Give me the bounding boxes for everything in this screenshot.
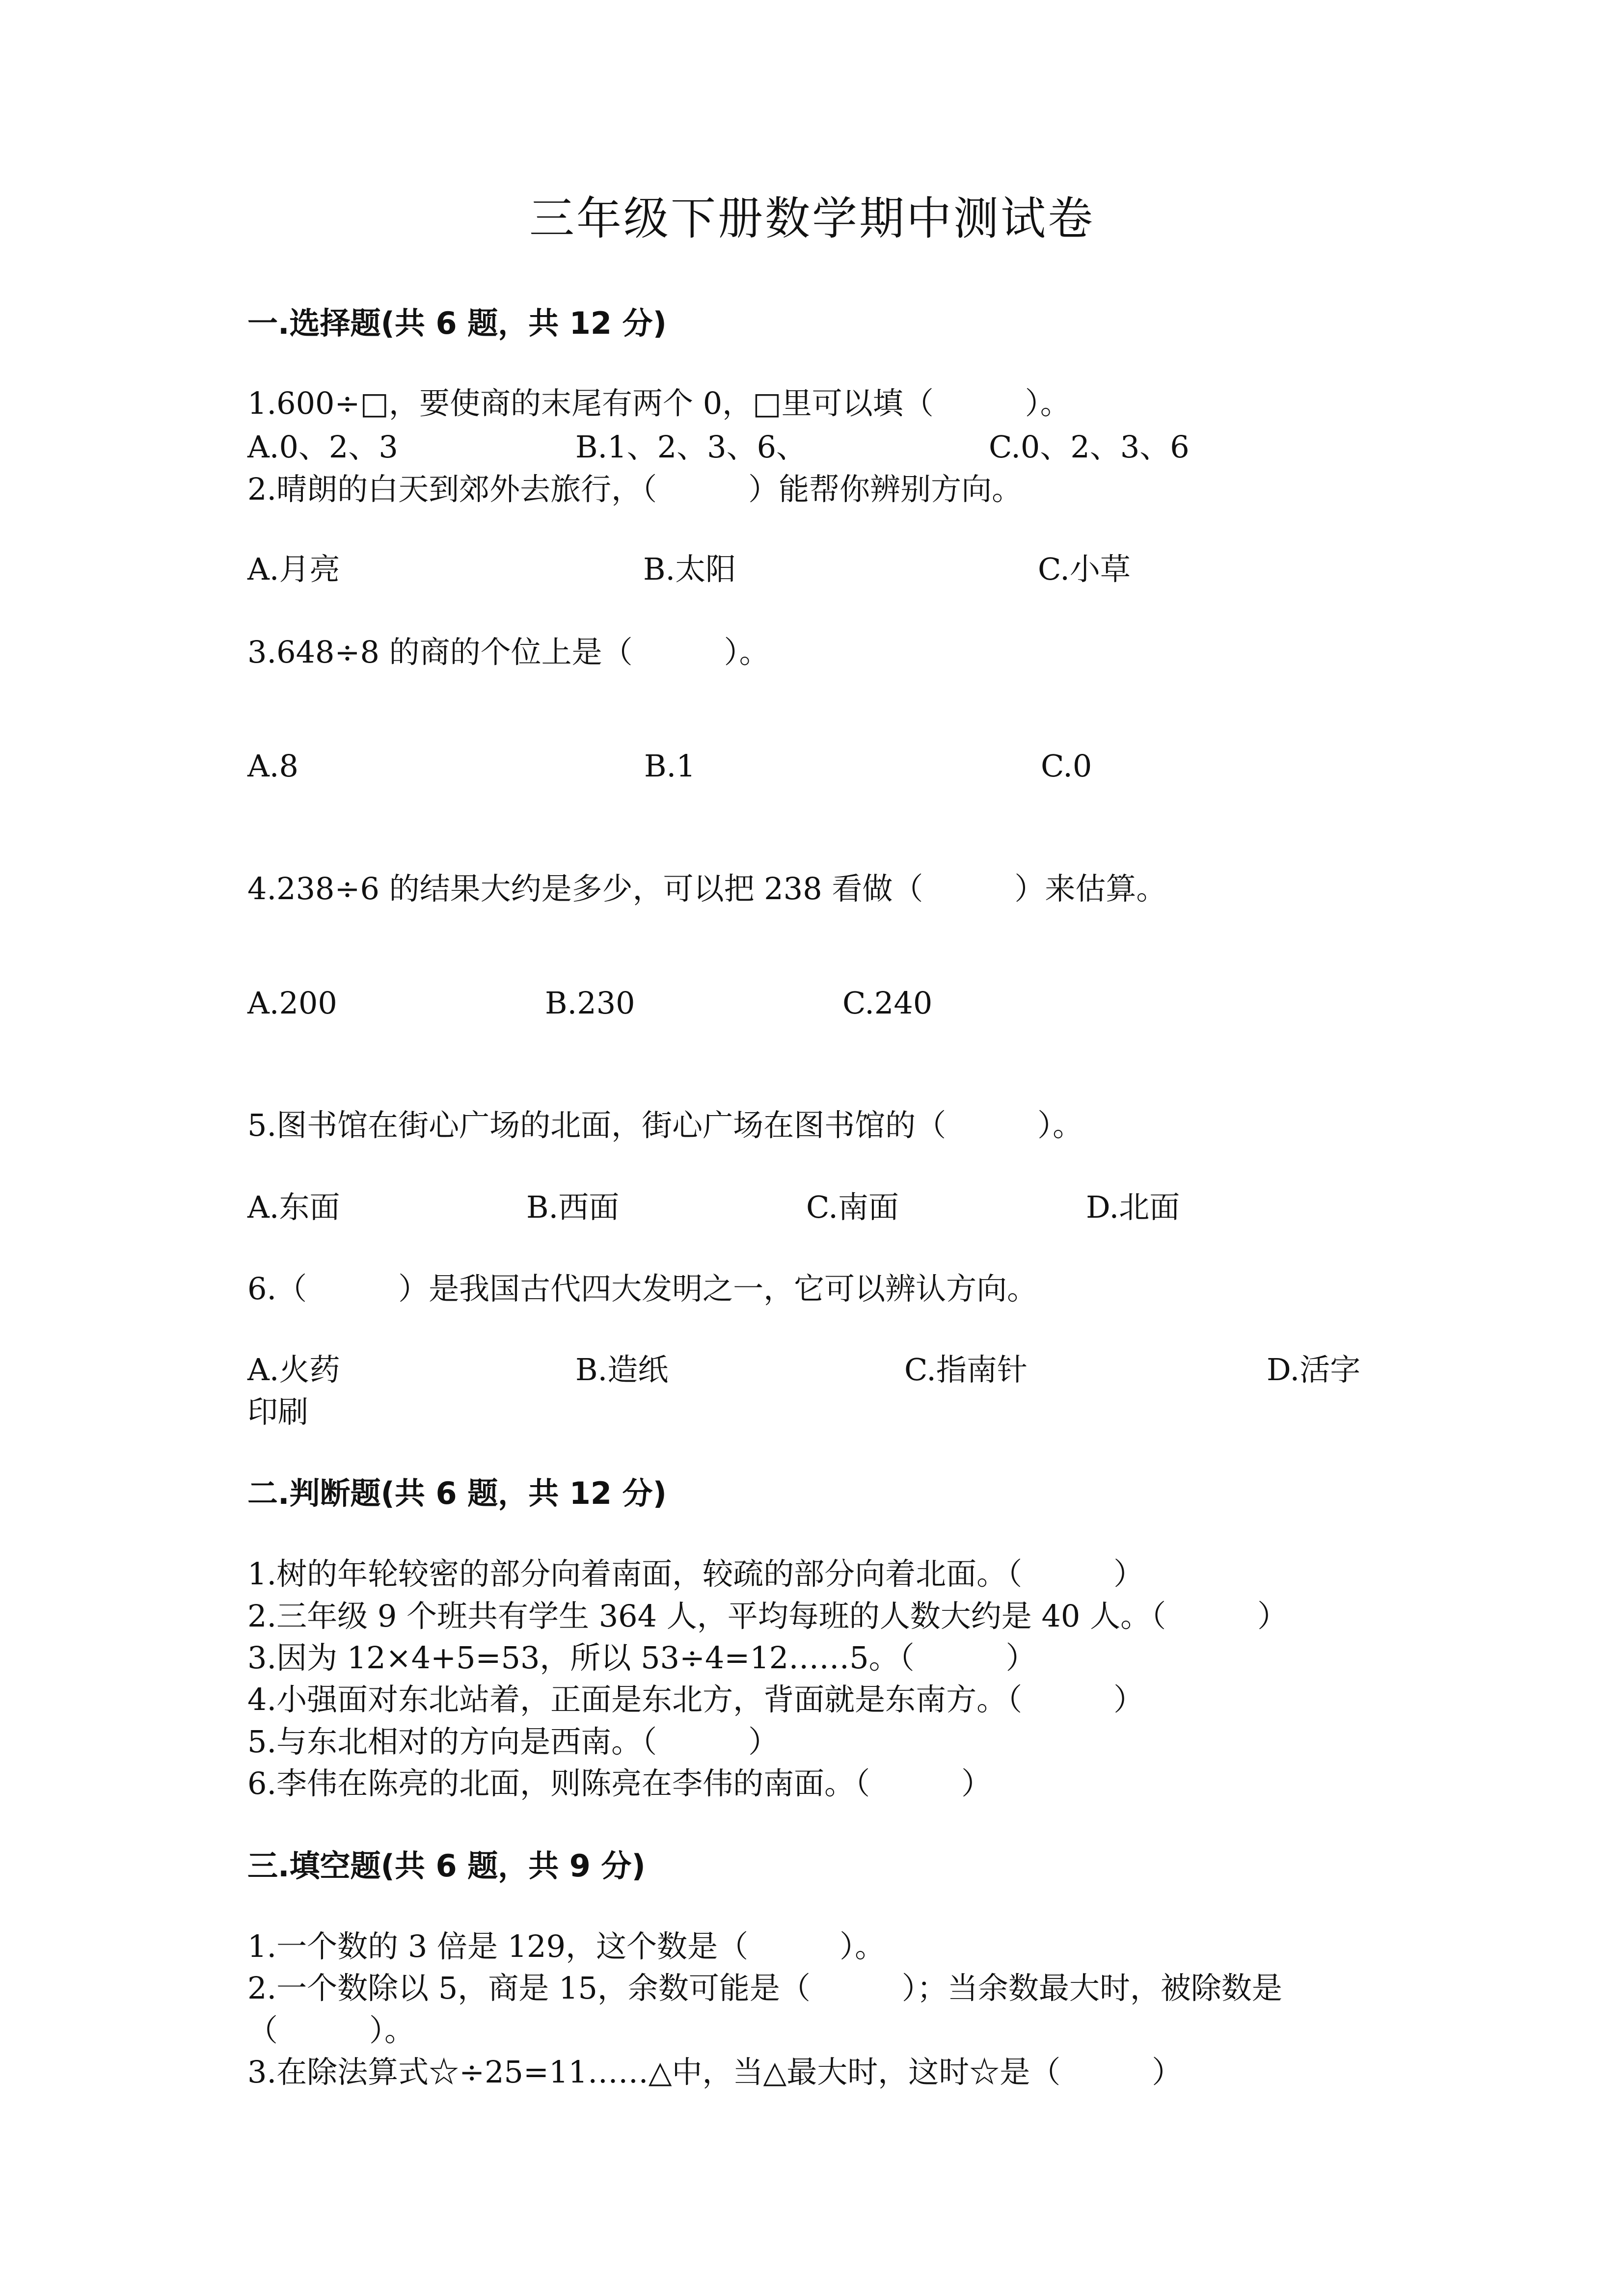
option: B.造纸 (575, 1352, 669, 1388)
option: A.月亮 (247, 551, 340, 587)
option: A.东面 (247, 1189, 340, 1225)
option: B.230 (545, 985, 635, 1021)
question-stem: 1.600÷□，要使商的末尾有两个 0，□里可以填（ ）。 (247, 385, 1071, 421)
judgement-item: 5.与东北相对的方向是西南。（ ） (247, 1724, 779, 1760)
question-stem: 6.（ ）是我国古代四大发明之一，它可以辨认方向。 (247, 1271, 1038, 1307)
option: D.活字 (1267, 1352, 1361, 1388)
judgement-item: 6.李伟在陈亮的北面，则陈亮在李伟的南面。（ ） (247, 1765, 992, 1801)
question-stem: 4.238÷6 的结果大约是多少，可以把 238 看做（ ）来估算。 (247, 871, 1167, 907)
judgement-item: 4.小强面对东北站着，正面是东北方，背面就是东南方。（ ） (247, 1682, 1144, 1717)
fill-blank-item: 3.在除法算式☆÷25=11……△中，当△最大时，这时☆是（ ） (247, 2054, 1183, 2090)
option: B.西面 (526, 1189, 620, 1225)
judgement-item: 3.因为 12×4+5=53，所以 53÷4=12……5。（ ） (247, 1640, 1036, 1676)
section-heading-fill-blank: 三.填空题(共 6 题，共 9 分) (247, 1848, 646, 1884)
option: A.火药 (247, 1352, 340, 1388)
page-title: 三年级下册数学期中测试卷 (529, 192, 1095, 245)
fill-blank-item: 1.一个数的 3 倍是 129，这个数是（ ）。 (247, 1928, 886, 1964)
option: C.南面 (806, 1189, 899, 1225)
section-heading-judgement: 二.判断题(共 6 题，共 12 分) (247, 1475, 667, 1511)
option-continuation: 印刷 (247, 1394, 309, 1430)
fill-blank-item-continuation: （ ）。 (247, 2012, 415, 2048)
question-stem: 2.晴朗的白天到郊外去旅行，（ ）能帮你辨别方向。 (247, 471, 1023, 507)
option: A.200 (247, 985, 337, 1021)
option: C.0 (1041, 748, 1092, 784)
option: B.太阳 (643, 551, 736, 587)
option: C.240 (842, 985, 933, 1021)
option: A.0、2、3 (247, 429, 398, 465)
section-heading-choice: 一.选择题(共 6 题，共 12 分) (247, 305, 667, 341)
judgement-item: 1.树的年轮较密的部分向着南面，较疏的部分向着北面。（ ） (247, 1556, 1144, 1592)
question-stem: 5.图书馆在街心广场的北面，街心广场在图书馆的（ ）。 (247, 1107, 1083, 1143)
fill-blank-item: 2.一个数除以 5，商是 15，余数可能是（ ）；当余数最大时，被除数是 (247, 1970, 1282, 2006)
option: C.指南针 (904, 1352, 1028, 1388)
option: B.1 (644, 748, 696, 784)
option: C.0、2、3、6 (989, 429, 1190, 465)
option: A.8 (247, 748, 298, 784)
option: B.1、2、3、6、 (575, 429, 807, 465)
question-stem: 3.648÷8 的商的个位上是（ ）。 (247, 634, 770, 670)
judgement-item: 2.三年级 9 个班共有学生 364 人，平均每班的人数大约是 40 人。（ ） (247, 1598, 1288, 1634)
option: C.小草 (1038, 551, 1131, 587)
option: D.北面 (1086, 1189, 1180, 1225)
